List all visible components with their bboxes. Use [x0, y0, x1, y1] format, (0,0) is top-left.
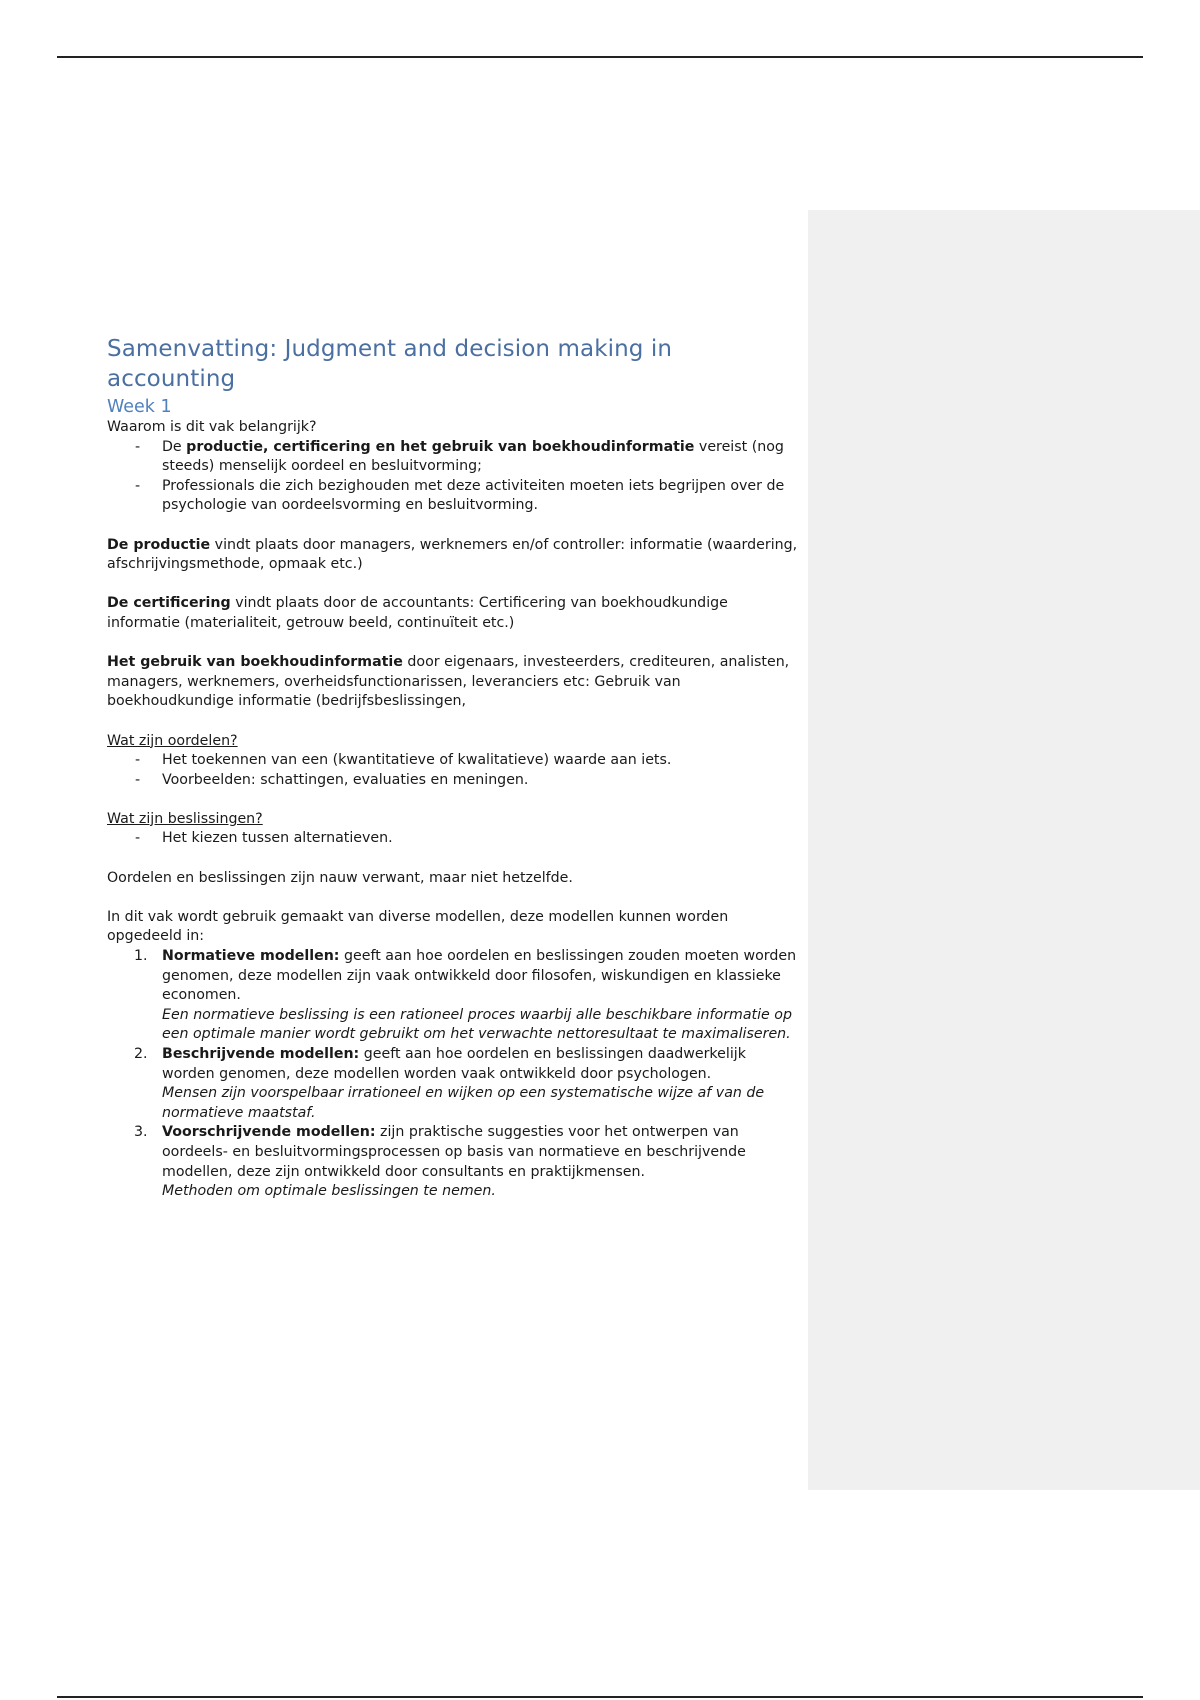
section-heading-week: Week 1 [107, 397, 172, 417]
document-body [107, 334, 799, 1202]
statement: Oordelen en beslissingen zijn nauw verwant, maar niet hetzelfde. [107, 869, 573, 886]
paragraph-productie: De productie vindt plaats door managers, werknemers en/of controller: informatie (waardering, afschrijvingsmethode, opmaak etc.) [107, 536, 798, 573]
document-title: Samenvatting: Judgment and decision making in accounting [107, 336, 673, 392]
footer-rule [57, 1696, 1143, 1698]
importance-list [107, 438, 799, 516]
list-item: - De productie, certificering en het gebruik van boekhoudinformatie vereist (nog steeds) menselijk oordeel en besluitvorming; [162, 438, 799, 477]
list-item: - Het toekennen van een (kwantitatieve of kwalitatieve) waarde aan iets. [162, 751, 799, 771]
list-item: - Het kiezen tussen alternatieven. [162, 829, 799, 849]
header-rule [57, 56, 1143, 58]
model-item-voorschrijvend: 3. Voorschrijvende modellen: zijn praktische suggesties voor het ontwerpen van oordeels- en besluitvormingsprocessen op basis van normatieve en beschrijvende modellen, deze zijn ontwikkeld door consultants en praktijkmensen. Methoden om optimale beslissingen te nemen. [134, 1124, 746, 1200]
models-list [107, 947, 799, 1202]
models-intro: In dit vak wordt gebruik gemaakt van diverse modellen, deze modellen kunnen worden opgedeeld in: [107, 908, 729, 945]
comment-margin-panel [808, 210, 1200, 1490]
oordelen-list [107, 751, 799, 790]
paragraph-certificering: De certificering vindt plaats door de accountants: Certificering van boekhoudkundige informatie (materialiteit, getrouw beeld, continuïteit etc.) [107, 595, 728, 631]
question-importance: Waarom is dit vak belangrijk? [107, 419, 317, 435]
beslissingen-list [107, 829, 799, 849]
question-beslissingen: Wat zijn beslissingen? [107, 810, 263, 827]
paragraph-gebruik: Het gebruik van boekhoudinformatie door eigenaars, investeerders, crediteuren, analisten, managers, werknemers, overheidsfunctionarissen, leveranciers etc: Gebruik van boekhoudkundige informatie (bedrijfsbeslissingen, [107, 654, 790, 710]
model-item-normatief: 1. Normatieve modellen: geeft aan hoe oordelen en beslissingen zouden moeten worden genomen, deze modellen zijn vaak ontwikkeld door filosofen, wiskundigen en klassieke economen. Een normatieve beslissing is een rationeel proces waarbij alle beschikbare informatie op een optimale manier wordt gebruikt om het verwachte nettoresultaat te maximaliseren. [134, 948, 797, 1043]
list-item: - Professionals die zich bezighouden met deze activiteiten moeten iets begrijpen over de psychologie van oordeelsvorming en besluitvorming. [162, 477, 799, 516]
model-item-beschrijvend: 2. Beschrijvende modellen: geeft aan hoe oordelen en beslissingen daadwerkelijk worden genomen, deze modellen worden vaak ontwikkeld door psychologen. Mensen zijn voorspelbaar irrationeel en wijken op een systematische wijze af van de normatieve maatstaf. [134, 1046, 765, 1121]
list-item: - Voorbeelden: schattingen, evaluaties en meningen. [162, 771, 799, 791]
question-oordelen: Wat zijn oordelen? [107, 732, 238, 749]
